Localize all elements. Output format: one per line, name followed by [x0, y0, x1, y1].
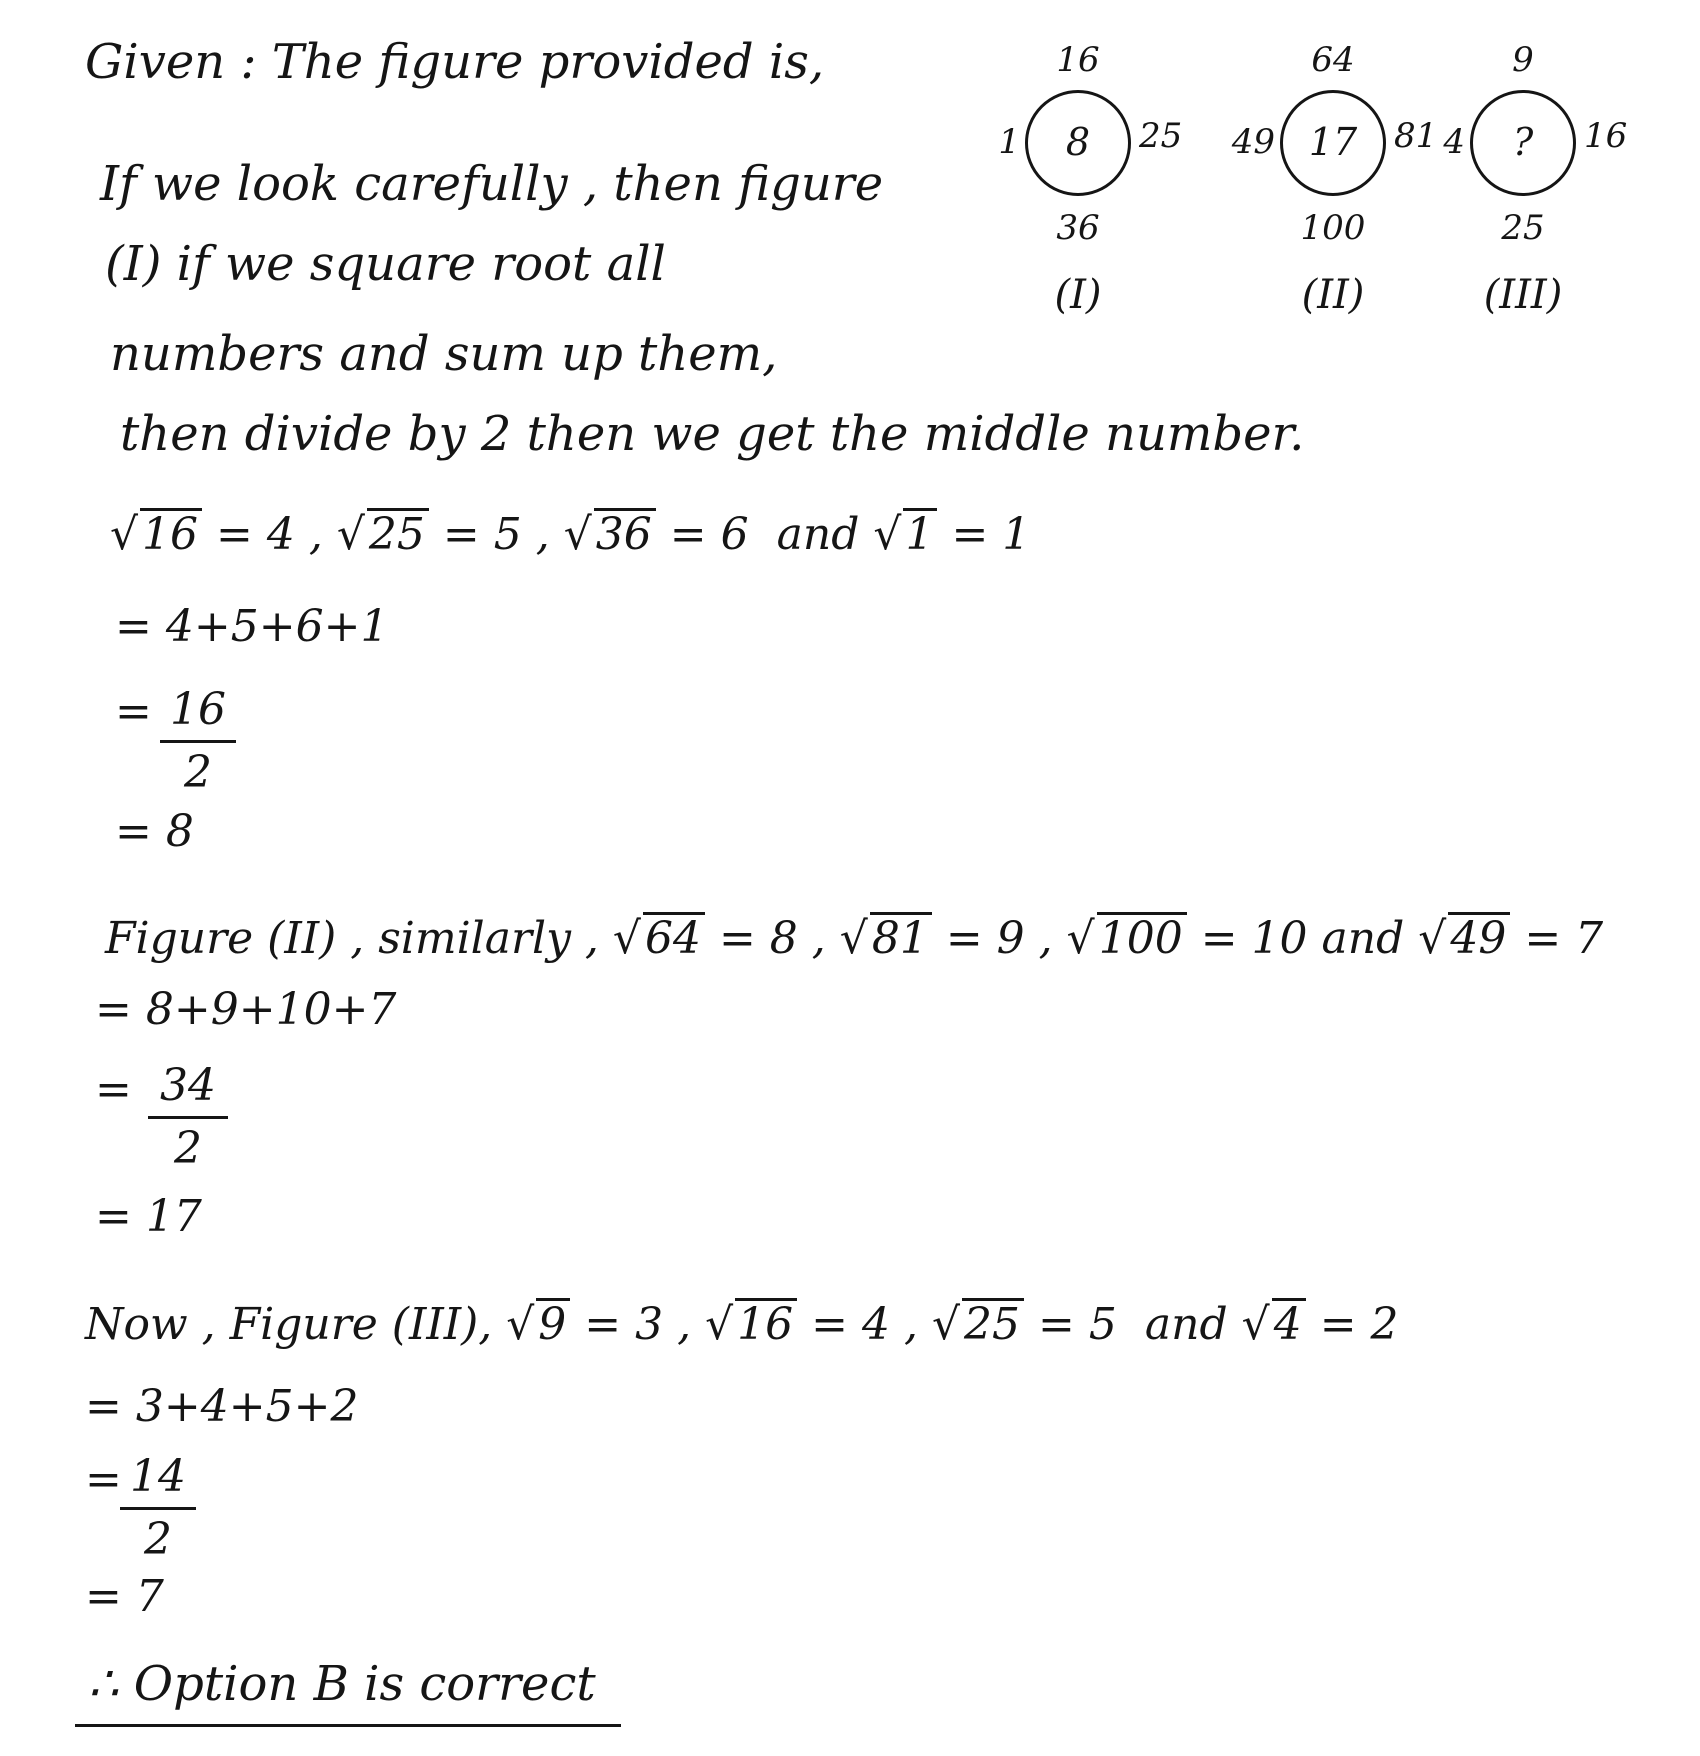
sqrt-symbol: √ [612, 913, 641, 964]
fig1-value-d: = 1 [951, 509, 1031, 560]
figure-2-bottom: 100 [1300, 208, 1366, 248]
fig2-value-b: = 9 , [945, 913, 1053, 964]
figure-2-top: 64 [1311, 40, 1355, 80]
fig1-radicand-d: 1 [903, 508, 937, 557]
fig2-radicand-d: 49 [1448, 912, 1510, 961]
fig2-radicand-b: 81 [870, 912, 932, 961]
figure-3-bottom: 25 [1501, 208, 1545, 248]
fig2-and: and [1321, 913, 1405, 964]
sqrt-symbol: √ [1241, 1299, 1270, 1350]
figure-3-right: 16 [1584, 116, 1628, 156]
fig1-radicand-a: 16 [140, 508, 202, 557]
fig2-radicand-a: 64 [643, 912, 705, 961]
fig3-value-d: = 2 [1319, 1299, 1399, 1350]
figure-1-top: 16 [1056, 40, 1100, 80]
fig3-fraction-equals: = [85, 1454, 122, 1505]
fig3-value-b: = 4 , [811, 1299, 918, 1350]
figure-1-left: 1 [998, 122, 1020, 162]
fig3-roots-line [85, 1298, 1399, 1350]
conclusion-underline [75, 1724, 621, 1727]
fig1-result: = 8 [115, 806, 194, 857]
figure-2-right: 81 [1394, 116, 1438, 156]
fig2-value-a: = 8 , [718, 913, 826, 964]
fig1-sum: = 4+5+6+1 [115, 601, 389, 652]
fig1-value-c: = 6 [669, 509, 749, 560]
fig3-radicand-b: 16 [735, 1298, 797, 1347]
fig3-result: = 7 [85, 1571, 164, 1622]
fig1-roots-line [110, 508, 1031, 560]
fig1-radicand-c: 36 [594, 508, 656, 557]
sqrt-symbol: √ [705, 1299, 734, 1350]
fig3-radicand-d: 4 [1272, 1298, 1306, 1347]
sqrt-symbol: √ [1418, 913, 1447, 964]
fig1-fraction [160, 684, 236, 798]
figure-1-bottom: 36 [1056, 208, 1100, 248]
fig2-value-c: = 10 [1200, 913, 1308, 964]
sqrt-symbol: √ [1066, 913, 1095, 964]
fig1-fraction-equals: = [115, 686, 152, 737]
fig3-and: and [1144, 1299, 1228, 1350]
figure-1-center: 8 [1065, 120, 1091, 164]
figure-3 [1380, 40, 1680, 318]
fig1-numerator: 16 [170, 684, 226, 735]
sqrt-symbol: √ [873, 509, 902, 560]
sqrt-symbol: √ [563, 509, 592, 560]
intro-line-1: Given : The figure provided is, [85, 34, 825, 90]
figure-2-left: 49 [1231, 122, 1275, 162]
fig2-fraction [148, 1060, 228, 1174]
fig1-value-a: = 4 , [216, 509, 323, 560]
sqrt-symbol: √ [932, 1299, 961, 1350]
figure-3-left: 4 [1443, 122, 1465, 162]
fig3-value-a: = 3 , [584, 1299, 692, 1350]
figure-3-top: 9 [1512, 40, 1534, 80]
fig3-value-c: = 5 [1038, 1299, 1117, 1350]
intro-line-2: If we look carefully , then figure [100, 156, 884, 212]
sqrt-symbol: √ [839, 913, 868, 964]
fig1-value-b: = 5 , [442, 509, 550, 560]
fig2-roots-line [105, 912, 1604, 964]
fig2-radicand-c: 100 [1097, 912, 1187, 961]
fig3-sum: = 3+4+5+2 [85, 1381, 359, 1432]
sqrt-symbol: √ [336, 509, 365, 560]
fig2-denominator: 2 [174, 1123, 202, 1174]
sqrt-symbol: √ [110, 509, 139, 560]
conclusion: ∴ Option B is correct [88, 1656, 596, 1712]
fig2-value-d: = 7 [1524, 913, 1604, 964]
figure-2-label: (II) [1301, 272, 1365, 318]
fig2-result: = 17 [95, 1191, 202, 1242]
fig2-fraction-equals: = [95, 1064, 132, 1115]
fig1-and: and [776, 509, 860, 560]
intro-line-5: then divide by 2 then we get the middle number. [120, 406, 1305, 462]
sqrt-symbol: √ [506, 1299, 535, 1350]
figure-3-label: (III) [1483, 272, 1563, 318]
fig1-denominator: 2 [184, 747, 212, 798]
intro-line-4: numbers and sum up them, [110, 326, 778, 382]
figure-3-center: ? [1512, 120, 1534, 164]
intro-line-3: (I) if we square root all [105, 236, 666, 292]
fig2-sum: = 8+9+10+7 [95, 984, 397, 1035]
fig3-intro: Now , Figure (III), [85, 1299, 493, 1350]
fig1-radicand-b: 25 [367, 508, 429, 557]
fig3-radicand-c: 25 [962, 1298, 1024, 1347]
fig2-numerator: 34 [160, 1060, 216, 1111]
fig2-intro: Figure (II) , similarly , [105, 913, 599, 964]
figure-1-right: 25 [1139, 116, 1183, 156]
fig3-radicand-a: 9 [536, 1298, 570, 1347]
figure-1-label: (I) [1054, 272, 1102, 318]
fig3-fraction [120, 1451, 196, 1565]
figure-2-center: 17 [1308, 120, 1358, 164]
fig3-denominator: 2 [144, 1514, 172, 1565]
fig3-numerator: 14 [130, 1451, 186, 1502]
